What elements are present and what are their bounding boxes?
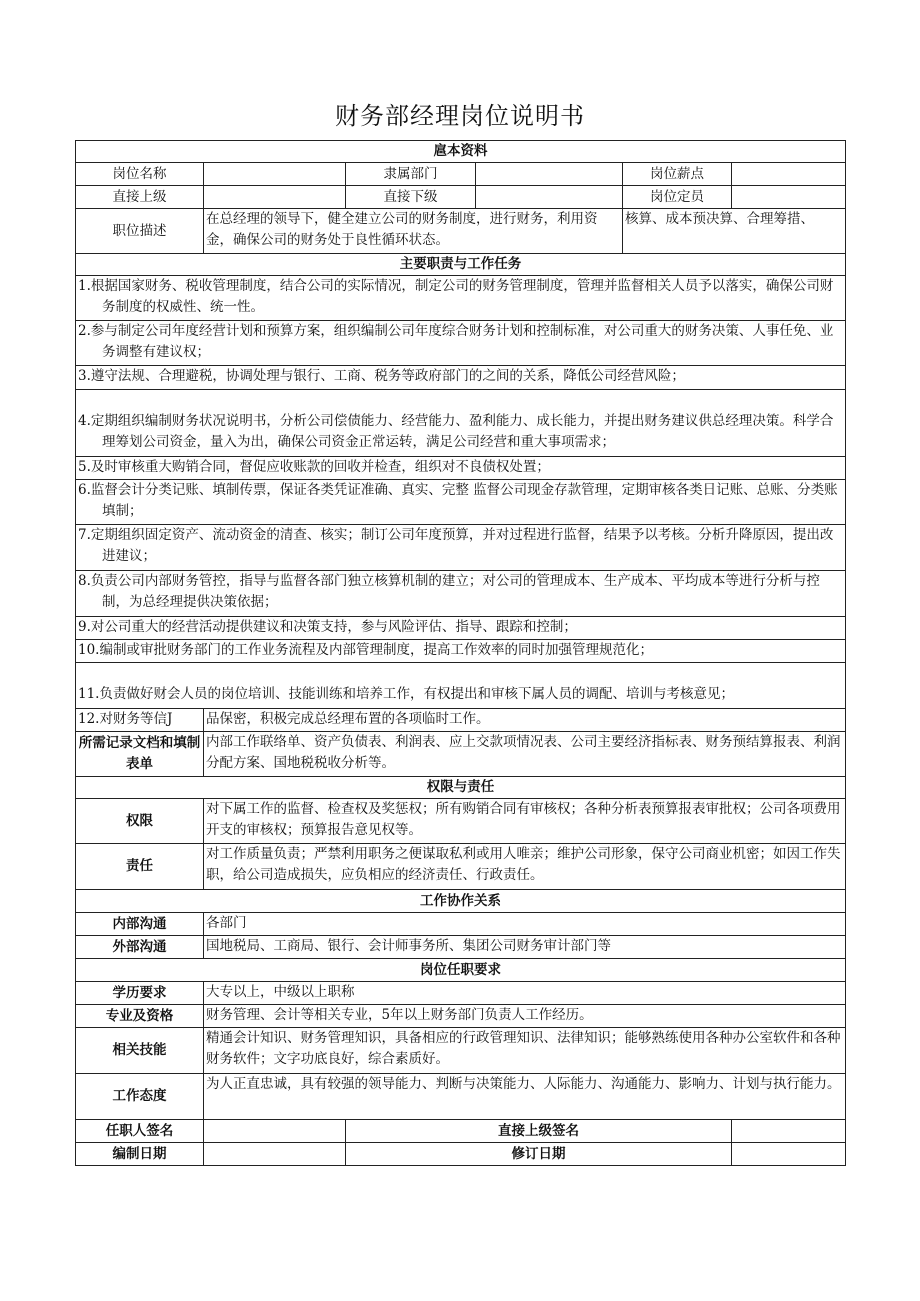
prepared-date-field[interactable] <box>204 1143 346 1166</box>
superior-field[interactable] <box>204 186 346 209</box>
internal-communication-value: 各部门 <box>204 913 846 936</box>
page-title: 财务部经理岗位说明书 <box>335 102 585 130</box>
superior-signature-label: 直接上级签名 <box>346 1120 732 1143</box>
subordinate-field[interactable] <box>476 186 623 209</box>
major-label: 专业及资格 <box>76 1005 204 1028</box>
section-basic-info: 扈本资料 <box>76 141 846 163</box>
duty-item: 10.编制或审批财务部门的工作业务流程及内部管理制度，提高工作效率的同时加强管理规范化； <box>78 642 653 658</box>
duty-item-12-right: 品保密，积极完成总经理布置的各项临时工作。 <box>204 709 846 732</box>
holder-signature-label: 任职人签名 <box>76 1120 204 1143</box>
salary-field[interactable] <box>732 163 846 186</box>
section-authority: 权限与责任 <box>76 777 846 799</box>
revised-date-label: 修订日期 <box>346 1143 732 1166</box>
authority-label: 权限 <box>76 799 204 844</box>
salary-label: 岗位薪点 <box>623 163 732 186</box>
responsibility-label: 责任 <box>76 844 204 890</box>
description-text-right: 核算、成本预决算、合理筹措、 <box>623 209 846 254</box>
skills-value: 精通会计知识、财务管理知识，具备相应的行政管理知识、法律知识；能够熟练使用各种办公室软件和各种财务软件；文字功底良好，综合素质好。 <box>204 1028 846 1074</box>
revised-date-field[interactable] <box>732 1143 846 1166</box>
skills-label: 相关技能 <box>76 1028 204 1074</box>
duty-item: 3.遵守法规、合理避税，协调处理与银行、工商、税务等政府部门的之间的关系，降低公司经营风险； <box>78 368 685 384</box>
holder-signature-field[interactable] <box>204 1120 346 1143</box>
subordinate-label: 直接下级 <box>346 186 476 209</box>
duty-item-12-left: 12.对财务等信J <box>76 709 204 732</box>
section-cooperation: 工作协作关系 <box>76 890 846 913</box>
department-label: 隶属部门 <box>346 163 476 186</box>
responsibility-value: 对工作质量负责；严禁利用职务之便谋取私利或用人唯亲；维护公司形象，保守公司商业机密；如因工作失职，给公司造成损失，应负相应的经济责任、行政责任。 <box>204 844 846 890</box>
duty-item: 2.参与制定公司年度经营计划和预算方案，组织编制公司年度综合财务计划和控制标准，对公司重大的财务决策、人事任免、业务调整有建议权； <box>78 323 834 360</box>
position-name-label: 岗位名称 <box>76 163 204 186</box>
internal-communication-label: 内部沟通 <box>76 913 204 936</box>
position-name-field[interactable] <box>204 163 346 186</box>
headcount-field[interactable] <box>732 186 846 209</box>
duty-item: 11.负责做好财会人员的岗位培训、技能训练和培养工作，有权提出和审核下属人员的调配、培训与考核意见； <box>78 686 734 702</box>
external-communication-value: 国地税局、工商局、银行、会计师事务所、集团公司财务审计部门等 <box>204 936 846 959</box>
education-label: 学历要求 <box>76 982 204 1005</box>
duty-item: 8.负责公司内部财务管控，指导与监督各部门独立核算机制的建立；对公司的管理成本、生产成本、平均成本等进行分析与控制，为总经理提供决策依据； <box>78 573 820 610</box>
headcount-label: 岗位定员 <box>623 186 732 209</box>
description-label: 职位描述 <box>76 209 204 254</box>
description-text-left: 在总经理的领导下，健全建立公司的财务制度，进行财务，利用资金，确保公司的财务处于良性循环状态。 <box>204 209 623 254</box>
superior-label: 直接上级 <box>76 186 204 209</box>
duty-item: 4.定期组织编制财务状况说明书，分析公司偿债能力、经营能力、盈利能力、成长能力，并提出财务建议供总经理决策。科学合理筹划公司资金，量入为出，确保公司资金正常运转，满足公司经营和重大事项需求； <box>78 413 834 450</box>
section-requirements: 岗位任职要求 <box>76 959 846 982</box>
duty-item: 9.对公司重大的经营活动提供建议和决策支持，参与风险评估、指导、跟踪和控制； <box>78 619 577 635</box>
duty-item: 5.及时审核重大购销合同，督促应收账款的回收并检查，组织对不良债权处置； <box>78 459 550 475</box>
duty-item: 1.根据国家财务、税收管理制度，结合公司的实际情况，制定公司的财务管理制度，管理并监督相关人员予以落实，确保公司财务制度的权威性、统一性。 <box>78 278 834 315</box>
attitude-value: 为人正直忠诚，具有较强的领导能力、判断与决策能力、人际能力、沟通能力、影响力、计划与执行能力。 <box>204 1074 846 1120</box>
attitude-label: 工作态度 <box>76 1074 204 1120</box>
department-field[interactable] <box>476 163 623 186</box>
external-communication-label: 外部沟通 <box>76 936 204 959</box>
duty-item: 7.定期组织固定资产、流动资金的清查、核实；制订公司年度预算，并对过程进行监督，结果予以考核。分析升降原因，提出改进建议； <box>78 527 834 564</box>
records-label: 所需记录文档和填制表单 <box>76 732 204 777</box>
section-duties: 主要职责与工作任务 <box>76 254 846 276</box>
records-value: 内部工作联络单、资产负债表、利润表、应上交款项情况表、公司主要经济指标表、财务预结算报表、利润分配方案、国地税税收分析等。 <box>204 732 846 777</box>
prepared-date-label: 编制日期 <box>76 1143 204 1166</box>
authority-value: 对下属工作的监督、检查权及奖惩权；所有购销合同有审核权；各种分析表预算报表审批权；公司各项费用开支的审核权；预算报告意见权等。 <box>204 799 846 844</box>
education-value: 大专以上，中级以上职称 <box>204 982 846 1005</box>
major-value: 财务管理、会计等相关专业，5年以上财务部门负责人工作经历。 <box>204 1005 846 1028</box>
duty-item: 6.监督会计分类记账、填制传票，保证各类凭证准确、真实、完整 监督公司现金存款管理，定期审核各类日记账、总账、分类账填制； <box>78 482 838 519</box>
job-description-table <box>75 140 846 1166</box>
superior-signature-field[interactable] <box>732 1120 846 1143</box>
